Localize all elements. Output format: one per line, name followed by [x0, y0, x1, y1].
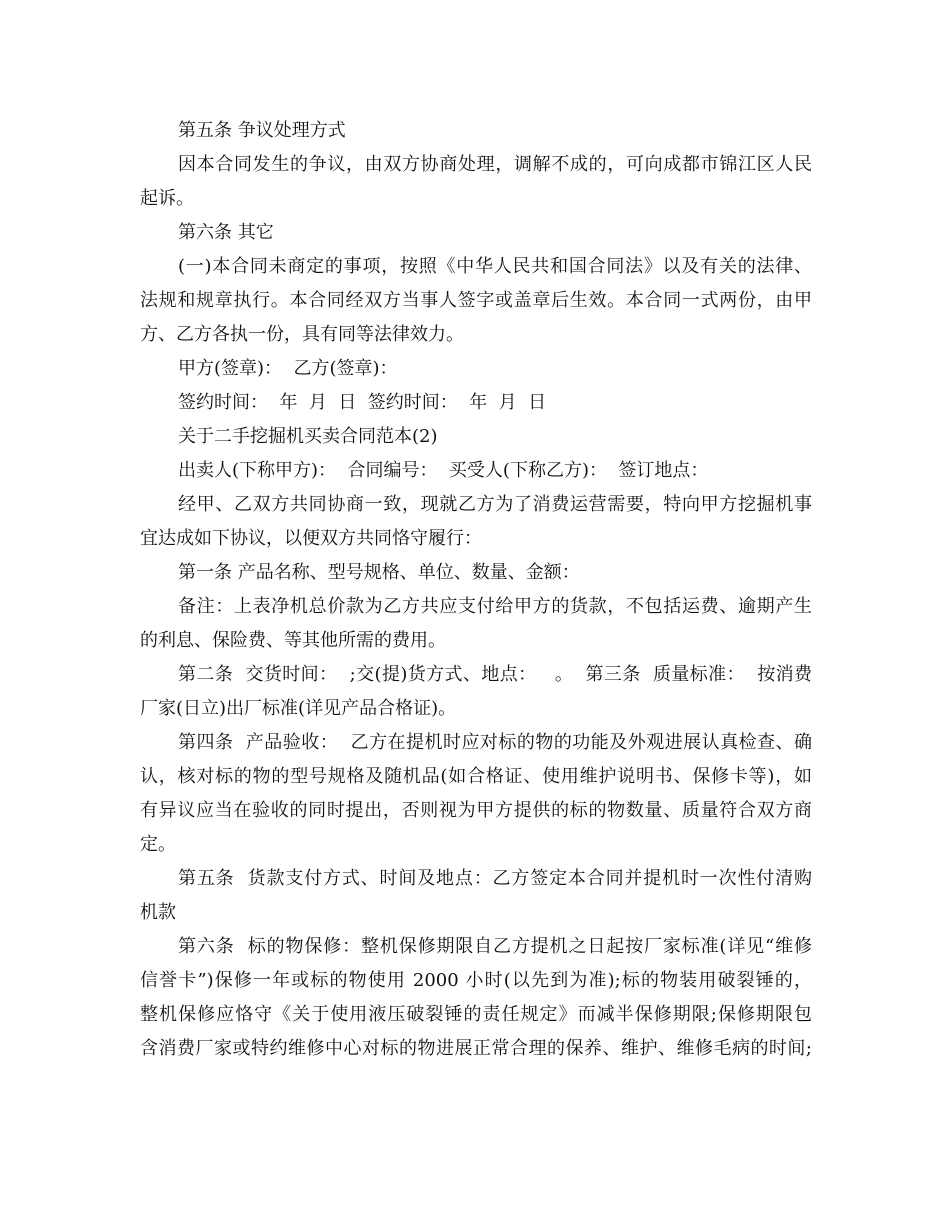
signature-line: 甲方(签章)： 乙方(签章)： [178, 358, 398, 379]
article-1-heading: 第一条 产品名称、型号规格、单位、数量、金额： [178, 562, 580, 583]
paragraph-line: (一)本合同未商定的事项，按照《中华人民共和国合同法》以及有关的法律、 [178, 256, 812, 277]
paragraph-line: 厂家(日立)出厂标准(详见产品合格证)。 [140, 698, 457, 719]
paragraph-line: 定。 [140, 834, 176, 855]
paragraph-line: 第六条 标的物保修：整机保修期限自乙方提机之日起按厂家标准(详见“维修 [178, 936, 812, 957]
parties-line: 出卖人(下称甲方)： 合同编号： 买受人(下称乙方)： 签订地点： [178, 460, 709, 481]
paragraph-line: 因本合同发生的争议，由双方协商处理，调解不成的，可向成都市锦江区人民 [178, 154, 812, 175]
paragraph-line: 经甲、乙双方共同协商一致，现就乙方为了消费运营需要，特向甲方挖掘机事 [178, 494, 812, 515]
paragraph-line: 方、乙方各执一份，具有同等法律效力。 [140, 324, 464, 345]
signing-date-line: 签约时间： 年 月 日 签约时间： 年 月 日 [178, 392, 547, 413]
paragraph-line: 宜达成如下协议，以便双方共同恪守履行： [140, 528, 482, 549]
paragraph-line: 的利息、保险费、等其他所需的费用。 [140, 630, 446, 651]
paragraph-line: 第二条 交货时间： ;交(提)货方式、地点： 。 第三条 质量标准： 按消费 [178, 664, 812, 685]
paragraph-line: 机款 [140, 902, 176, 923]
paragraph-line: 备注：上表净机总价款为乙方共应支付给甲方的货款，不包括运费、逾期产生 [178, 596, 812, 617]
paragraph-line: 第五条 货款支付方式、时间及地点：乙方签定本合同并提机时一次性付清购 [178, 868, 812, 889]
paragraph-line: 认，核对标的物的型号规格及随机品(如合格证、使用维护说明书、保修卡等)，如 [140, 766, 812, 787]
paragraph-line: 起诉。 [140, 188, 194, 209]
paragraph-line: 整机保修应恪守《关于使用液压破裂锤的责任规定》而减半保修期限;保修期限包 [140, 1004, 812, 1025]
paragraph-line: 信誉卡”)保修一年或标的物使用 2000 小时(以先到为准);标的物装用破裂锤的， [140, 970, 812, 991]
paragraph-line: 有异议应当在验收的同时提出，否则视为甲方提供的标的物数量、质量符合双方商 [140, 800, 812, 821]
article-6-heading: 第六条 其它 [178, 222, 274, 243]
paragraph-line: 法规和规章执行。本合同经双方当事人签字或盖章后生效。本合同一式两份，由甲 [140, 290, 812, 311]
section-title: 关于二手挖掘机买卖合同范本(2) [178, 426, 438, 447]
paragraph-line: 含消费厂家或特约维修中心对标的物进展正常合理的保养、维护、维修毛病的时间; [140, 1038, 812, 1059]
document-body [140, 114, 812, 1066]
article-5-heading: 第五条 争议处理方式 [178, 120, 346, 141]
paragraph-line: 第四条 产品验收： 乙方在提机时应对标的物的功能及外观进展认真检查、确 [178, 732, 812, 753]
